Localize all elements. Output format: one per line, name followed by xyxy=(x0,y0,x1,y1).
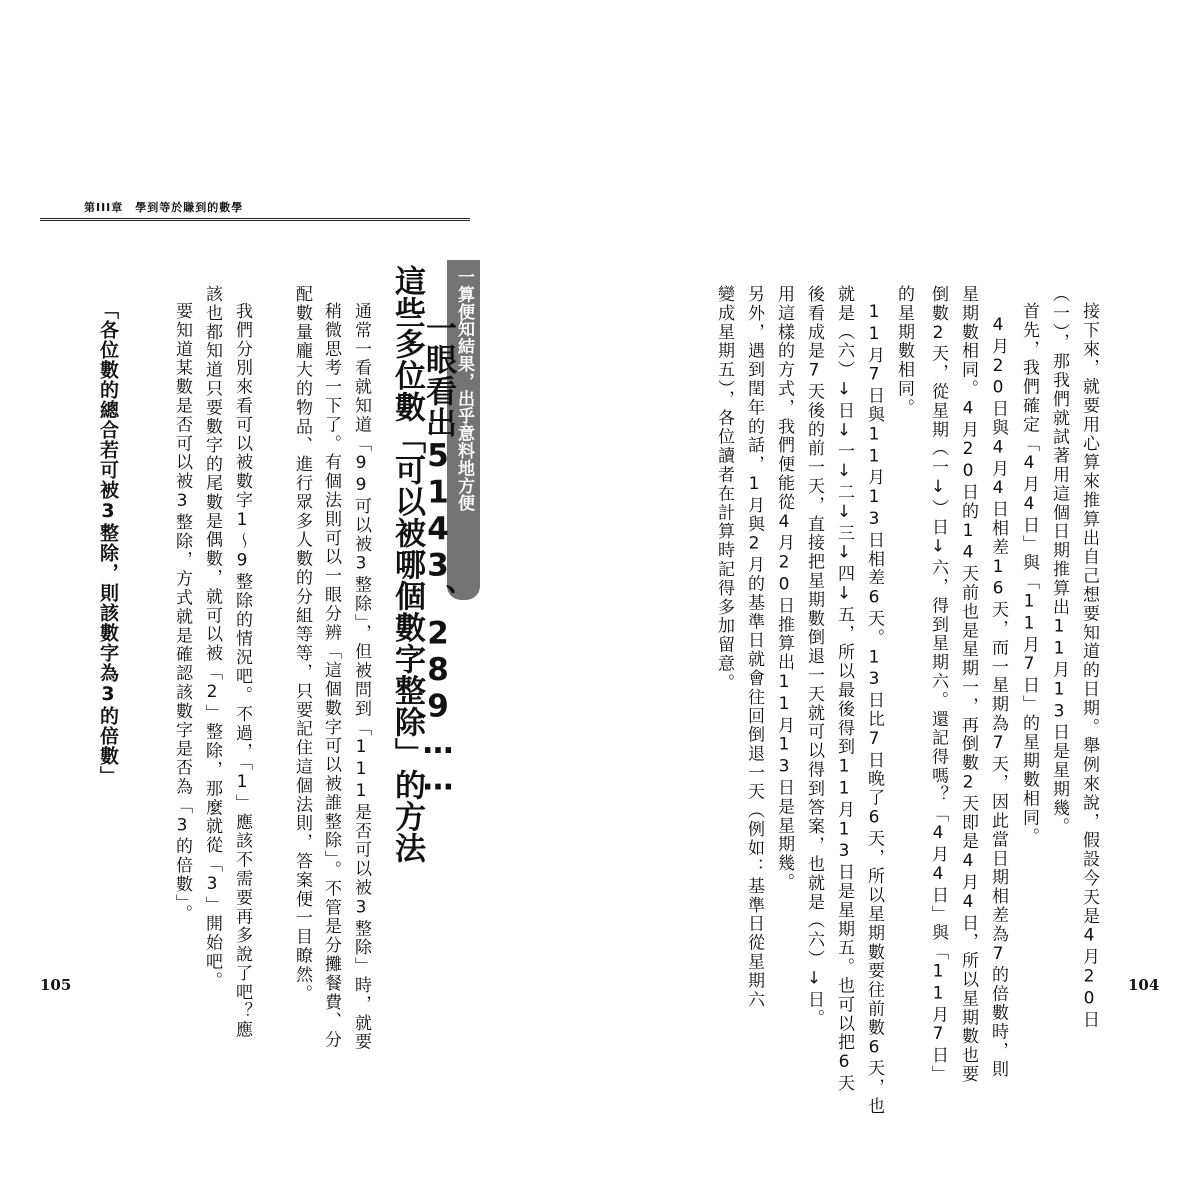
right-body-col-5: 星期數相同。4月20日的14天前也是星期一，再倒數2天即是4月4日，所以星期數也要 xyxy=(958,285,978,1084)
right-body-col-2: （一），那我們就試著用這個日期推算出11月13日是星期幾。 xyxy=(1049,285,1069,837)
right-body-col-4: 4月20日與4月4日相差16天，而一星期為7天，因此當日期相差為7的倍數時，則 xyxy=(988,315,1008,1080)
rule-heading: 「各位數的總合若可被3整除，則該數字為3的倍數」 xyxy=(97,300,119,786)
right-body-col-12: 另外，遇到閏年的話，1月與2月的基準日就會往回倒退一天（例如：基準日從星期六 xyxy=(744,285,764,1010)
right-body-col-3: 首先，我們確定「4月4日」與「11月7日」的星期數相同。 xyxy=(1019,302,1039,847)
left-body-col-5: 該也都知道只要數字的尾數是偶數，就可以被「2」整除，那麼就從「3」開始吧。 xyxy=(202,285,222,991)
section-tab-text: 一算便知結果，出乎意料地方便 xyxy=(454,268,474,512)
right-body-col-13: 變成星期五），各位讀者在計算時記得多加留意。 xyxy=(714,285,734,693)
right-body-col-1: 接下來，就要用心算來推算出自己想要知道的日期。舉例來說，假設今天是4月20日 xyxy=(1079,302,1099,1030)
right-body-col-9: 就是（六）↓日↓一↓二↓三↓四↓五，所以最後得到11月13日是星期五。也可以把6天 xyxy=(834,285,854,1093)
chapter-label: 第III章 xyxy=(84,201,124,214)
right-body-col-10: 後看成是7天後的前一天，直接把星期數倒退一天就可以得到答案，也就是（六）↓日。 xyxy=(804,285,824,1029)
right-body-col-11: 用這樣的方式，我們便能從4月20日推算出11月13日是星期幾。 xyxy=(774,285,794,892)
chapter-title: 學到等於賺到的數學 xyxy=(135,201,244,214)
right-body-col-8: 11月7日與11月13日相差6天。13日比7日晚了6天，所以星期數要往前數6天，也 xyxy=(864,302,884,1116)
section-title-line-1: 這些多位數「可以被哪個數字整除」的方法 xyxy=(389,265,425,864)
right-body-col-6: 倒數2天，從星期（一↓）日↓六，得到星期六。還記得嗎？「4月4日」與「11月7日」 xyxy=(928,285,948,1084)
page-number-left: 105 xyxy=(40,976,72,994)
left-body-col-4: 我們分別來看可以被數字1～9整除的情況吧。不過，「1」應該不需要再多說了吧？應 xyxy=(232,302,252,1040)
running-head xyxy=(84,199,243,215)
left-body-col-3: 配數量龐大的物品、進行眾多人數的分組等等，只要記住這個法則，答案便一目瞭然。 xyxy=(292,285,312,1004)
header-rule xyxy=(40,218,470,221)
right-body-col-7: 的星期數相同。 xyxy=(894,285,914,418)
section-title-line-2: 一眼看出5143、289…… xyxy=(420,312,456,798)
page-number-right: 104 xyxy=(1128,976,1160,994)
left-body-col-6: 要知道某數是否可以被3整除，方式就是確認該數字是否為「3的倍數」。 xyxy=(172,302,192,924)
left-body-col-1: 通常一看就知道「99可以被3整除」，但被問到「111是否可以被3整除」時，就要 xyxy=(351,302,371,1052)
left-body-col-2: 稍微思考一下了。有個法則可以一眼分辨「這個數字可以被誰整除」。不管是分攤餐費、分 xyxy=(321,302,341,1050)
